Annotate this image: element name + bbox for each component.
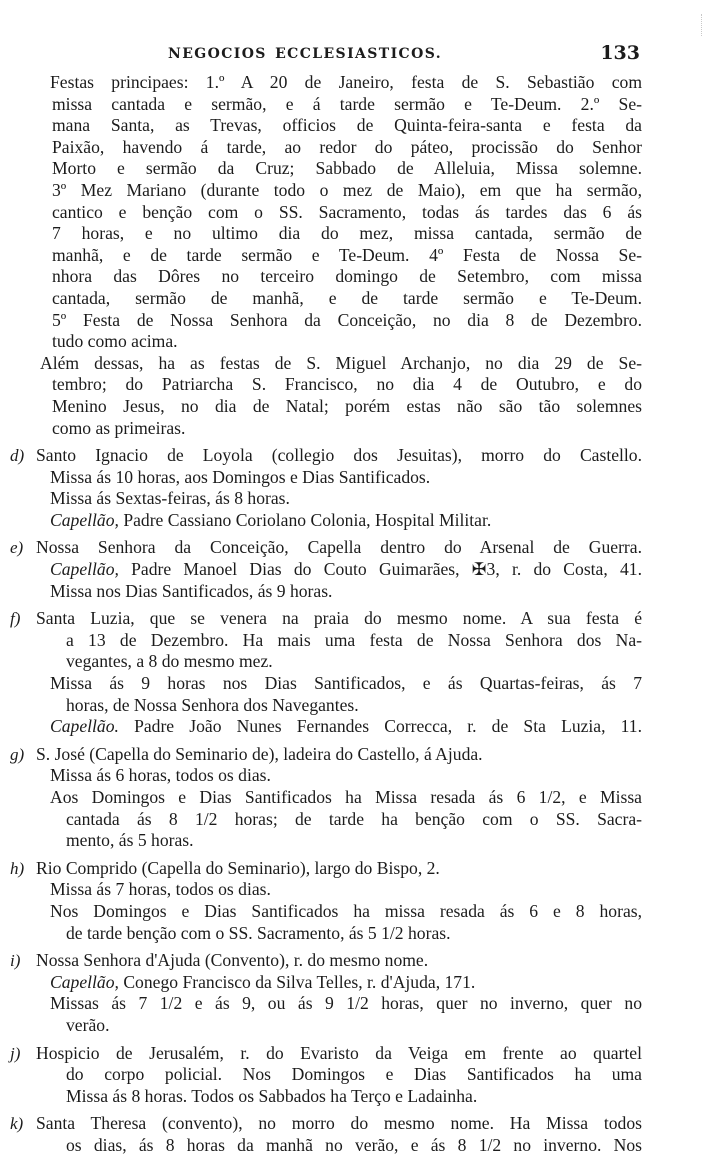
entry-i xyxy=(0,950,714,1036)
entry-j xyxy=(0,1043,714,1108)
text-line: Missa nos Dias Santificados, ás 9 horas. xyxy=(50,580,333,601)
chaplain-label: Capellão, xyxy=(50,559,119,580)
entry-h xyxy=(0,858,714,944)
entry-marker: h) xyxy=(10,858,25,878)
text-line: Rio Comprido (Capella do Seminario), largo do Bispo, 2. xyxy=(36,857,440,878)
text-line: tudo como acima. xyxy=(52,331,178,352)
entry-k xyxy=(0,1113,714,1156)
text-line: vegantes, a 8 do mesmo mez. xyxy=(66,651,273,672)
text-line: cantico e benção com o SS. Sacramento, todas ás tardes das 6 ás xyxy=(52,201,642,222)
chaplain-text: Padre Cassiano Coriolano Colonia, Hospital Militar. xyxy=(123,509,492,530)
text-line: cantada, sermão de manhã, e de tarde sermão e Te-Deum. xyxy=(52,287,642,308)
text-line: Paixão, havendo á tarde, ao redor do páteo, procissão do Senhor xyxy=(52,136,642,157)
text-line: Nossa Senhora da Conceição, Capella dentro do Arsenal de Guerra. xyxy=(36,537,642,558)
entry-e xyxy=(0,537,714,602)
entry-marker: k) xyxy=(10,1114,24,1134)
page-edge-mark xyxy=(691,14,702,36)
page-number: 133 xyxy=(600,42,640,64)
text-line: 5º Festa de Nossa Senhora da Conceição, no dia 8 de Dezembro. xyxy=(52,309,642,330)
text-line: Missa ás 8 horas. Todos os Sabbados ha Terço e Ladainha. xyxy=(66,1085,478,1106)
chaplain-label: Capellão. xyxy=(50,716,119,737)
festivals-paragraph xyxy=(0,72,714,353)
running-title: NEGOCIOS ECCLESIASTICOS. xyxy=(168,46,442,62)
text-line: Missa ás 9 horas nos Dias Santificados, e ás Quartas-feiras, ás 7 xyxy=(50,673,642,694)
entry-marker: i) xyxy=(10,951,21,971)
chaplain-text: Conego Francisco da Silva Telles, r. d'Ajuda, 171. xyxy=(123,971,476,992)
text-line: 7 horas, e no ultimo dia do mez, missa cantada, sermão de xyxy=(52,223,642,244)
entry-marker: j) xyxy=(10,1043,21,1063)
text-line: tembro; do Patriarcha S. Francisco, no dia 4 de Outubro, e do xyxy=(52,374,642,395)
chaplain-line xyxy=(36,716,642,738)
text-line: Nossa Senhora d'Ajuda (Convento), r. do mesmo nome. xyxy=(36,950,429,971)
text-line: Menino Jesus, no dia de Natal; porém estas não são tão solemnes xyxy=(52,395,642,416)
text-line: do corpo policial. Nos Domingos e Dias Santificados ha uma xyxy=(66,1064,642,1085)
page-body xyxy=(0,72,714,1157)
text-line: Nos Domingos e Dias Santificados ha missa resada ás 6 e 8 horas, xyxy=(50,900,642,921)
other-festivals-paragraph xyxy=(0,353,714,439)
chaplain-text: Padre Manoel Dias do Couto Guimarães, ✠3, r. do Costa, 41. xyxy=(131,559,642,580)
chaplain-text: Padre João Nunes Fernandes Correcca, r. de Sta Luzia, 11. xyxy=(134,716,643,737)
text-line: Festas principaes: 1.º A 20 de Janeiro, festa de S. Sebastião com xyxy=(50,72,642,92)
text-line: a 13 de Dezembro. Ha mais uma festa de Nossa Senhora dos Na- xyxy=(66,629,642,650)
text-line: como as primeiras. xyxy=(52,417,186,438)
entry-marker: g) xyxy=(10,744,25,764)
text-line: Hospicio de Jerusalém, r. do Evaristo da Veiga em frente ao quartel xyxy=(36,1042,642,1063)
entry-marker: d) xyxy=(10,446,25,466)
text-line: Santo Ignacio de Loyola (collegio dos Jesuitas), morro do Castello. xyxy=(36,445,642,466)
text-line: mana Santa, as Trevas, officios de Quinta-feira-santa e festa da xyxy=(52,115,642,136)
entry-marker: f) xyxy=(10,609,21,629)
page-header xyxy=(0,44,714,70)
text-line: S. José (Capella do Seminario de), ladeira do Castello, á Ajuda. xyxy=(36,743,483,764)
entry-f xyxy=(0,608,714,738)
text-line: Missa ás Sextas-feiras, ás 8 horas. xyxy=(50,488,290,509)
text-line: Missa ás 6 horas, todos os dias. xyxy=(50,765,271,786)
text-line: manhã, e de tarde sermão e Te-Deum. 4º Festa de Nossa Se- xyxy=(52,244,642,265)
text-line: mento, ás 5 horas. xyxy=(66,830,194,851)
chaplain-label: Capellão, xyxy=(50,509,119,530)
text-line: Missa ás 7 horas, todos os dias. xyxy=(50,879,271,900)
text-line: Aos Domingos e Dias Santificados ha Missa resada ás 6 1/2, e Missa xyxy=(50,787,642,807)
chaplain-line xyxy=(36,510,642,532)
chaplain-line xyxy=(36,972,642,994)
text-line: Santa Luzia, que se venera na praia do mesmo nome. A sua festa é xyxy=(36,608,642,629)
text-line: Santa Theresa (convento), no morro do mesmo nome. Ha Missa todos xyxy=(36,1113,642,1134)
text-line: Além dessas, ha as festas de S. Miguel Archanjo, no dia 29 de Se- xyxy=(40,352,642,373)
text-line: missa cantada e sermão, e á tarde sermão e Te-Deum. 2.º Se- xyxy=(52,93,642,114)
chaplain-label: Capellão, xyxy=(50,971,119,992)
text-line: Missa ás 10 horas, aos Domingos e Dias Santificados. xyxy=(50,466,431,487)
text-line: cantada ás 8 1/2 horas; de tarde ha benção com o SS. Sacra- xyxy=(66,808,642,829)
text-line: os dias, ás 8 horas da manhã no verão, e ás 8 1/2 no inverno. Nos xyxy=(66,1134,642,1155)
chaplain-line xyxy=(36,559,642,581)
text-line: verão. xyxy=(66,1014,110,1035)
text-line: Missas ás 7 1/2 e ás 9, ou ás 9 1/2 horas, quer no inverno, quer no xyxy=(50,993,642,1014)
text-line: horas, de Nossa Senhora dos Navegantes. xyxy=(66,694,359,715)
entry-d xyxy=(0,445,714,531)
text-line: nhora das Dôres no terceiro domingo de Setembro, com missa xyxy=(52,266,642,287)
entry-g xyxy=(0,744,714,852)
text-line: de tarde benção com o SS. Sacramento, ás 5 1/2 horas. xyxy=(66,922,451,943)
entry-marker: e) xyxy=(10,538,24,558)
text-line: 3º Mez Mariano (durante todo o mez de Maio), em que ha sermão, xyxy=(52,179,642,200)
text-line: Morto e sermão da Cruz; Sabbado de Alleluia, Missa solemne. xyxy=(52,158,642,179)
